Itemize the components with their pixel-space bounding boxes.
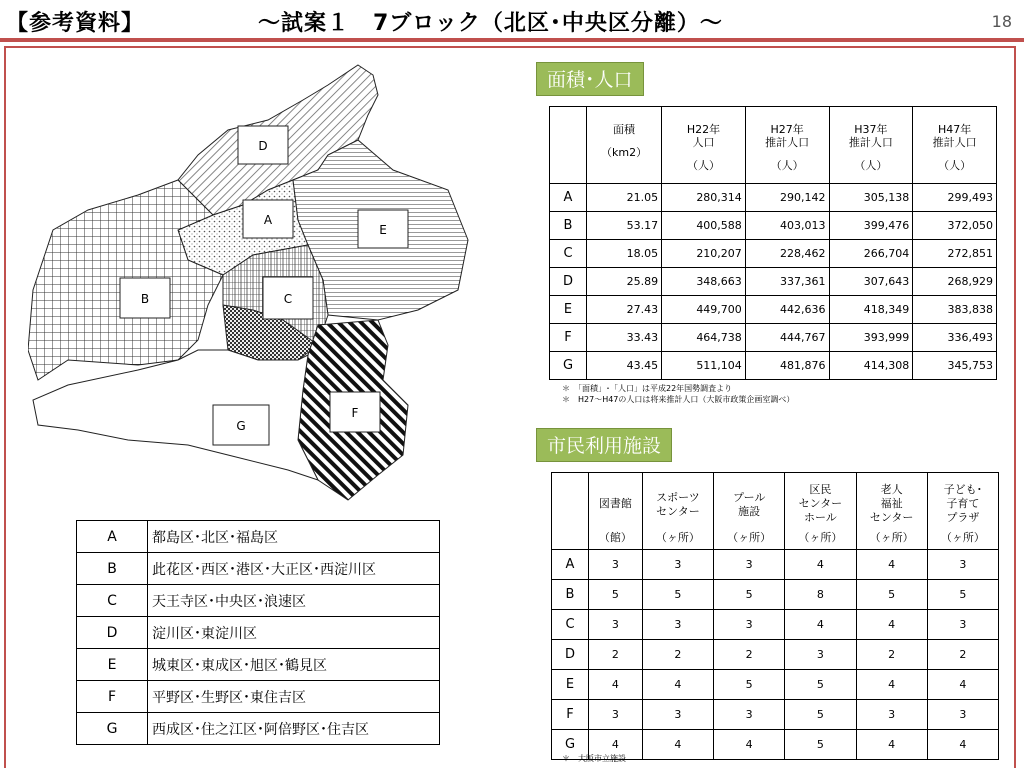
row-label: B <box>550 212 587 240</box>
table-cell: 345,753 <box>913 352 997 380</box>
table-row <box>550 240 997 268</box>
table-cell: 3 <box>589 610 643 640</box>
table-cell: 4 <box>927 670 998 700</box>
table-row <box>552 640 999 670</box>
table-cell: 8 <box>785 580 856 610</box>
map-label-d <box>238 126 288 164</box>
map-label-g <box>213 405 269 445</box>
section-title-facilities: 市民利用施設 <box>536 428 672 462</box>
table-cell: 4 <box>589 670 643 700</box>
ward-list: 天王寺区･中央区･浪速区 <box>148 585 440 617</box>
header-hall: 区民 センター ホール （ヶ所） <box>785 473 856 550</box>
table-cell: 4 <box>642 730 713 760</box>
page-number: 18 <box>991 12 1012 31</box>
table-row <box>552 550 999 580</box>
row-label: C <box>552 610 589 640</box>
table-cell: 511,104 <box>662 352 746 380</box>
table-cell: 4 <box>589 730 643 760</box>
ward-list: 淀川区･東淀川区 <box>148 617 440 649</box>
map-label-e <box>358 210 408 248</box>
table-cell: 290,142 <box>745 184 829 212</box>
table-cell: 403,013 <box>745 212 829 240</box>
svg-text:B: B <box>140 292 150 306</box>
population-note: ＊ H27～H47の人口は将来推計人口（大阪市政策企画室調べ） <box>562 395 795 404</box>
row-label: B <box>552 580 589 610</box>
row-label: E <box>550 296 587 324</box>
table-cell: 2 <box>714 640 785 670</box>
table-cell: 481,876 <box>745 352 829 380</box>
population-note: ＊ 「面積」･「人口」は平成22年国勢調査より <box>562 384 733 393</box>
table-header-row <box>550 107 997 184</box>
table-row <box>550 296 997 324</box>
row-label: E <box>77 649 148 681</box>
facilities-note: ＊ 大阪市立施設 <box>562 754 626 763</box>
table-row <box>77 585 440 617</box>
table-row <box>550 212 997 240</box>
table-cell: 442,636 <box>745 296 829 324</box>
table-cell: 280,314 <box>662 184 746 212</box>
table-cell: 3 <box>714 550 785 580</box>
table-row <box>550 268 997 296</box>
table-cell: 228,462 <box>745 240 829 268</box>
table-cell: 418,349 <box>829 296 913 324</box>
table-cell: 268,929 <box>913 268 997 296</box>
row-label: A <box>77 521 148 553</box>
svg-text:D: D <box>258 139 268 153</box>
row-label: D <box>552 640 589 670</box>
map-label-c <box>263 277 313 319</box>
table-cell: 3 <box>785 640 856 670</box>
header-h37: H37年 推計人口 （人） <box>829 107 913 184</box>
population-table <box>549 106 997 380</box>
districts-table <box>76 520 440 745</box>
table-cell: 4 <box>785 610 856 640</box>
table-cell: 449,700 <box>662 296 746 324</box>
header-sports: スポーツ センター （ヶ所） <box>642 473 713 550</box>
table-cell: 464,738 <box>662 324 746 352</box>
table-cell: 210,207 <box>662 240 746 268</box>
header-elderly: 老人 福祉 センター （ヶ所） <box>856 473 927 550</box>
table-cell: 4 <box>856 730 927 760</box>
row-label: E <box>552 670 589 700</box>
row-label: F <box>550 324 587 352</box>
table-row <box>550 324 997 352</box>
table-cell: 337,361 <box>745 268 829 296</box>
table-cell: 5 <box>927 580 998 610</box>
table-cell: 3 <box>642 610 713 640</box>
table-cell: 3 <box>856 700 927 730</box>
header-h47: H47年 推計人口 （人） <box>913 107 997 184</box>
table-cell: 4 <box>927 730 998 760</box>
table-cell: 4 <box>714 730 785 760</box>
table-cell: 53.17 <box>587 212 662 240</box>
table-cell: 3 <box>927 700 998 730</box>
table-cell: 444,767 <box>745 324 829 352</box>
table-cell: 5 <box>714 580 785 610</box>
row-label: A <box>552 550 589 580</box>
section-title-area-population: 面積･人口 <box>536 62 644 96</box>
header-corner <box>550 107 587 184</box>
table-row <box>550 352 997 380</box>
table-cell: 305,138 <box>829 184 913 212</box>
map-label-b <box>120 278 170 318</box>
table-cell: 5 <box>785 700 856 730</box>
table-cell: 266,704 <box>829 240 913 268</box>
table-cell: 372,050 <box>913 212 997 240</box>
table-cell: 5 <box>785 670 856 700</box>
table-cell: 3 <box>589 550 643 580</box>
header-area: 面積 （km2） <box>587 107 662 184</box>
ward-list: 平野区･生野区･東住吉区 <box>148 681 440 713</box>
page-title: ～試案１ 7ブロック（北区･中央区分離）～ <box>258 11 723 36</box>
svg-text:A: A <box>263 213 273 227</box>
table-cell: 336,493 <box>913 324 997 352</box>
table-cell: 4 <box>642 670 713 700</box>
table-cell: 2 <box>642 640 713 670</box>
table-row <box>77 521 440 553</box>
table-cell: 5 <box>856 580 927 610</box>
table-cell: 3 <box>642 550 713 580</box>
row-label: A <box>550 184 587 212</box>
table-cell: 27.43 <box>587 296 662 324</box>
row-label: D <box>77 617 148 649</box>
table-cell: 4 <box>856 610 927 640</box>
svg-text:G: G <box>236 419 246 433</box>
table-cell: 25.89 <box>587 268 662 296</box>
row-label: B <box>77 553 148 585</box>
row-label: F <box>77 681 148 713</box>
table-row <box>552 700 999 730</box>
table-cell: 3 <box>589 700 643 730</box>
table-cell: 5 <box>642 580 713 610</box>
table-cell: 2 <box>927 640 998 670</box>
table-row <box>77 713 440 745</box>
table-cell: 4 <box>856 670 927 700</box>
table-cell: 383,838 <box>913 296 997 324</box>
table-cell: 3 <box>714 700 785 730</box>
header-divider <box>0 38 1024 42</box>
row-label: G <box>77 713 148 745</box>
row-label: D <box>550 268 587 296</box>
table-cell: 393,999 <box>829 324 913 352</box>
table-cell: 4 <box>785 550 856 580</box>
block-map <box>28 60 498 510</box>
header-plaza: 子ども･ 子育て プラザ （ヶ所） <box>927 473 998 550</box>
row-label: G <box>550 352 587 380</box>
row-label: G <box>552 730 589 760</box>
svg-text:F: F <box>351 406 359 420</box>
table-cell: 5 <box>785 730 856 760</box>
table-row <box>552 580 999 610</box>
table-cell: 5 <box>589 580 643 610</box>
ward-list: 西成区･住之江区･阿倍野区･住吉区 <box>148 713 440 745</box>
table-cell: 272,851 <box>913 240 997 268</box>
table-row <box>552 670 999 700</box>
table-cell: 5 <box>714 670 785 700</box>
header-h27: H27年 推計人口 （人） <box>745 107 829 184</box>
table-cell: 3 <box>927 610 998 640</box>
table-row <box>552 610 999 640</box>
table-cell: 21.05 <box>587 184 662 212</box>
header-library: 図書館 （館） <box>589 473 643 550</box>
svg-text:E: E <box>379 223 387 237</box>
table-row <box>77 553 440 585</box>
svg-text:C: C <box>283 292 293 306</box>
row-label: C <box>77 585 148 617</box>
row-label: C <box>550 240 587 268</box>
table-cell: 3 <box>714 610 785 640</box>
table-cell: 307,643 <box>829 268 913 296</box>
table-header-row <box>552 473 999 550</box>
table-cell: 399,476 <box>829 212 913 240</box>
ward-list: 此花区･西区･港区･大正区･西淀川区 <box>148 553 440 585</box>
table-cell: 4 <box>856 550 927 580</box>
region-g <box>33 350 318 480</box>
table-cell: 3 <box>642 700 713 730</box>
header-corner <box>552 473 589 550</box>
header-pool: プール 施設 （ヶ所） <box>714 473 785 550</box>
ward-list: 都島区･北区･福島区 <box>148 521 440 553</box>
header-h22: H22年 人口 （人） <box>662 107 746 184</box>
table-cell: 348,663 <box>662 268 746 296</box>
population-notes <box>562 383 794 405</box>
row-label: F <box>552 700 589 730</box>
table-cell: 3 <box>927 550 998 580</box>
table-cell: 43.45 <box>587 352 662 380</box>
table-cell: 33.43 <box>587 324 662 352</box>
header <box>0 0 1024 42</box>
map-label-a <box>243 200 293 238</box>
map-label-f <box>330 392 380 432</box>
table-cell: 299,493 <box>913 184 997 212</box>
table-row <box>77 649 440 681</box>
table-cell: 400,588 <box>662 212 746 240</box>
reference-label: 【参考資料】 <box>6 11 145 36</box>
table-cell: 18.05 <box>587 240 662 268</box>
table-cell: 2 <box>856 640 927 670</box>
facilities-table <box>551 472 999 760</box>
table-row <box>550 184 997 212</box>
table-row <box>77 617 440 649</box>
table-cell: 2 <box>589 640 643 670</box>
table-row <box>77 681 440 713</box>
ward-list: 城東区･東成区･旭区･鶴見区 <box>148 649 440 681</box>
table-cell: 414,308 <box>829 352 913 380</box>
